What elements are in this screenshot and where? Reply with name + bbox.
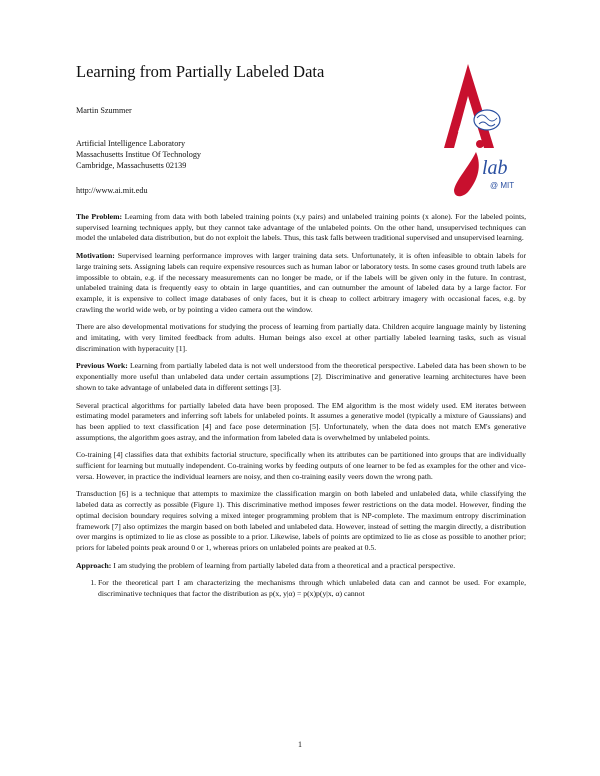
text-approach: I am studying the problem of learning from partially labeled data from a theoretical and a practical perspective.	[113, 560, 456, 570]
page-title: Learning from Partially Labeled Data	[76, 62, 325, 81]
paragraph-cotraining: Co-training [4] classifies data that exhibits factorial structure, specifically when its attributes can be partitioned into groups that are individually sufficient for learning but mutually independent. Co-training works by feeding outputs of one learner to be fed as examples for the other and vice-versa. However, in practice the individual learners are noisy, and then co-training easily veers down the wrong path.	[76, 450, 526, 481]
text-problem: Learning from data with both labeled training points (x,y pairs) and unlabeled training points (x alone). For the labeled points, supervised learning techniques apply, but they cannot take advantage of the unlabeled points. On the other hand, unsupervised techniques can model the unlabeled data distribution, but do not exploit the labels. Thus, this task falls between traditional supervised and unsupervised learning.	[76, 212, 527, 243]
logo-i-dot	[476, 140, 484, 148]
paragraph-approach	[76, 561, 526, 572]
affiliation-block	[76, 138, 201, 171]
paragraph-motivation	[76, 251, 526, 315]
heading-problem: The Problem:	[76, 212, 123, 221]
text-motivation: Supervised learning performance improves with larger training data sets. Unfortunately, it is often infeasible to obtain labels for large training sets. Assigning labels can require expensive resources such as human labor or laboratory tests. In some cases ground truth labels are impossible to obtain, e.g. if the necessary measurements can no longer be made, or if the labels will be given only in the future. In contrast, unlabeled training data is frequently easy to obtain in large quantities, and can outnumber the amount of labeled data by a large factor. For example, it is expensive to collect image databases of only faces, but it is cheap to collect arbitrary imagery with occasional faces, e.g. by crawling the world wide web, or by pointing a video camera out the window.	[76, 251, 526, 314]
paragraph-algorithms: Several practical algorithms for partially labeled data have been proposed. The EM algorithm is the most widely used. EM iterates between estimating model parameters and inferring soft labels for unlabeled points. It assumes a generative model (typically a mixture of Gaussians) and has been applied to text classification [4] and face pose determination [5]. Unfortunately, when the data does not match EM's generative assumptions, the algorithm goes astray, and the information from labeled data is overwhelmed by unlabeled points.	[76, 400, 526, 442]
affiliation-line: Cambridge, Massachusetts 02139	[76, 161, 187, 170]
logo-word: lab	[482, 157, 508, 179]
approach-list	[76, 578, 526, 599]
lab-url: http://www.ai.mit.edu	[76, 186, 148, 195]
ai-lab-logo	[438, 56, 528, 206]
logo-a-shape	[444, 64, 494, 148]
heading-motivation: Motivation:	[76, 251, 115, 261]
page-number: 1	[298, 740, 302, 749]
affiliation-line: Artificial Intelligence Laboratory	[76, 139, 186, 148]
affiliation-line: Massachusetts Institue Of Technology	[76, 150, 202, 159]
logo-a-bar	[458, 126, 478, 132]
paragraph-developmental: There are also developmental motivations for studying the process of learning from partially data. Children acquire language mainly by listening and imitating, with very limited feedback from adults. Human beings also excel at other partially labeled learning tasks, such as visual discrimination with hyperacuity [1].	[76, 322, 526, 353]
heading-previous-work: Previous Work:	[76, 361, 128, 371]
paper-body	[76, 212, 526, 600]
logo-i-stroke	[454, 152, 479, 196]
list-item: 1. For the theoretical part I am characterizing the mechanisms through which unlabeled data can and cannot be used. For example, discriminative techniques that factor the distribution as p(x, y|α) = p(x)p(y|x, α) cannot	[98, 578, 526, 599]
logo-subtext: @ MIT	[490, 181, 515, 190]
paragraph-problem	[76, 212, 526, 244]
paragraph-transduction: Transduction [6] is a technique that attempts to maximize the classification margin on both labeled and unlabeled data, while classifying the labeled data as correctly as possible (Figure 1). This discriminative method imposes fewer restrictions on the data model. However, finding the optimal decision boundary requires solving a mixed integer programming problem that is NP-complete. The maximum entropy discrimination framework [7] also optimizes the margin based on both labeled and unlabeled data. However, instead of setting the margin directly, a distribution over margins is optimized to lie as close as possible to a prior. Likewise, labels of points are optimized to lie as close as possible to another prior; priors for labeled points peak around 0 or 1, whereas priors on unlabeled points are peaked at 0.5.	[76, 489, 526, 552]
paragraph-previous-work	[76, 361, 526, 393]
author-name: Martin Szummer	[76, 106, 132, 115]
brain-icon	[474, 110, 500, 130]
text-previous-work: Learning from partially labeled data is not well understood from the theoretical perspective. Labeled data has been shown to be exponentially more useful than unlabeled data under certain assumptions [2]. Discriminative and generative learning architectures have been shown to take advantage of unlabeled data in different settings [3].	[76, 361, 527, 392]
heading-approach: Approach:	[76, 560, 112, 570]
